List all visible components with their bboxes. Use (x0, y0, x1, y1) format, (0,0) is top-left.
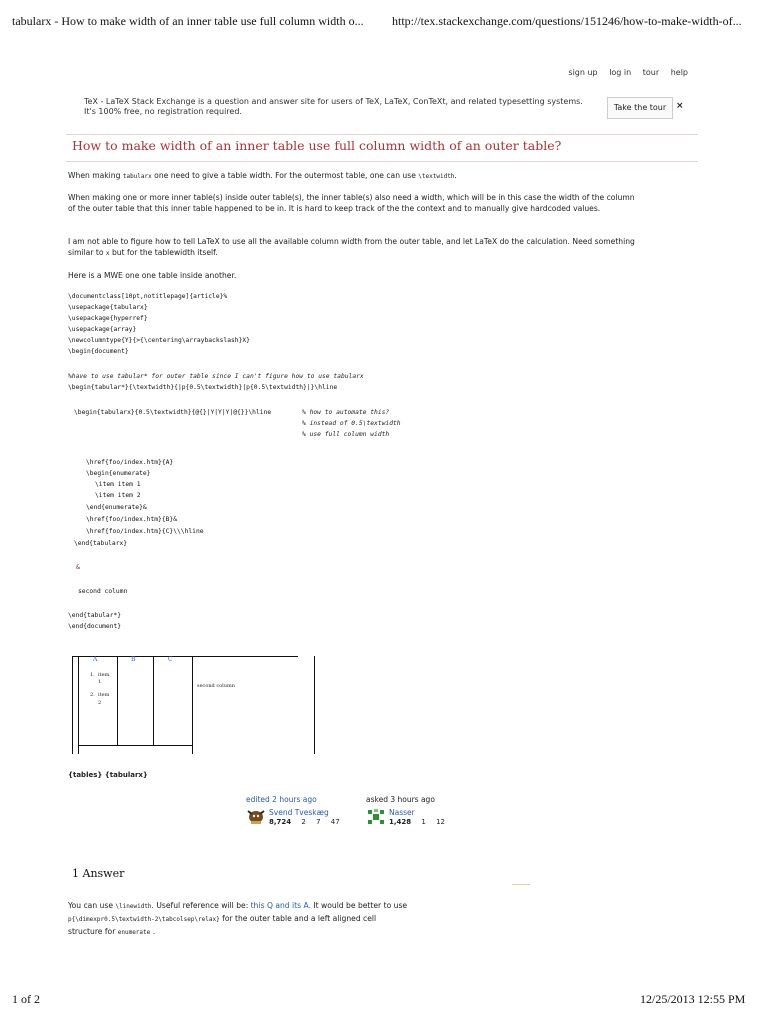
code-line: \usepackage{tabularx} (68, 304, 148, 311)
answer-paragraph-3 (68, 926, 638, 938)
question-tags[interactable]: {tables} {tabularx} (68, 771, 148, 779)
code-line: \begin{enumerate} (86, 470, 151, 477)
answers-divider (512, 884, 530, 885)
figure-item-number: 2. (90, 692, 95, 698)
p1-code-tabularx: tabularx (122, 173, 152, 180)
code-line: & (76, 564, 80, 571)
code-comment-line: %have to use tabular* for outer table since I can't figure how to use tabularx (68, 373, 364, 380)
a2-code-dimexpr: p{\dimexpr0.5\textwidth-2\tabcolsep\relax} (68, 916, 220, 923)
figure-rule (72, 656, 73, 754)
code-line: \end{tabular*} (68, 612, 122, 619)
figure-item-text: 2 (98, 700, 102, 706)
print-header-url: http://tex.stackexchange.com/questions/151246/how-to-make-width-of... (392, 14, 742, 28)
code-line: \end{enumerate}& (86, 504, 147, 511)
p1-text-c: . (454, 171, 457, 180)
p3-text-a: I am not able to figure how to tell LaTeX to use all the available column width from the outer table, and let LaTeX do the calculation. Need something similar to (68, 237, 635, 257)
figure-second-column: second column (197, 683, 235, 689)
code-line: \documentclass[10pt,notitlepage]{article}% (68, 293, 228, 300)
figure-rule (117, 656, 118, 746)
question-paragraph-3 (68, 236, 638, 259)
print-header-title: tabularx - How to make width of an inner table use full column width o... (12, 14, 364, 28)
top-links (559, 68, 688, 77)
asker-name[interactable]: Nasser (389, 808, 415, 817)
code-line: \end{tabularx} (74, 540, 128, 547)
asked-time: asked 3 hours ago (366, 795, 435, 804)
a1-text-c: It would be better to use (313, 901, 408, 910)
help-link[interactable]: help (670, 68, 688, 77)
asker-silver-badges: 1 (421, 818, 426, 826)
code-line: \item item 2 (95, 492, 141, 499)
code-line: \href{foo/index.htm}{C}\\\hline (86, 528, 204, 535)
code-line: second column (78, 588, 128, 595)
edited-time[interactable]: edited 2 hours ago (246, 795, 317, 804)
a2-text-a: for the outer table and a left aligned cell (222, 914, 377, 923)
figure-item-text: item (98, 692, 110, 698)
editor-gold-badges: 2 (301, 818, 306, 826)
figure-item-text: 1 (98, 679, 102, 685)
print-footer-page: 1 of 2 (12, 992, 40, 1006)
print-footer-datetime: 12/25/2013 12:55 PM (640, 992, 746, 1006)
asker-avatar[interactable] (366, 808, 386, 826)
editor-rep: 8,724 (269, 818, 292, 826)
code-line: \begin{tabular*}{\textwidth}{|p{0.5\textwidth}|p{0.5\textwidth}|}\hline (68, 384, 338, 391)
editor-silver-badges: 7 (316, 818, 321, 826)
code-line: \usepackage{hyperref} (68, 315, 148, 322)
close-icon[interactable]: × (676, 101, 684, 111)
take-the-tour-button[interactable]: Take the tour (607, 97, 673, 119)
figure-rule (314, 656, 315, 754)
code-line: \begin{tabularx}{0.5\textwidth}{@{}|Y|Y|Y|@{}}\hline (74, 409, 272, 416)
asker-bronze-badges: 12 (436, 818, 446, 826)
p3-code-x: x (105, 250, 110, 257)
tour-link[interactable]: tour (642, 68, 660, 77)
editor-bronze-badges: 47 (330, 818, 340, 826)
figure-rule (78, 656, 79, 754)
figure-item-number: 1. (90, 672, 95, 678)
a3-code-enumerate: enumerate (117, 929, 151, 936)
question-paragraph-1 (68, 170, 638, 182)
code-comment-line: % use full column width (302, 431, 390, 438)
answer-paragraph-2 (68, 913, 638, 925)
p1-text-b: one need to give a table width. For the outermost table, one can use (154, 171, 416, 180)
answer-paragraph-1 (68, 900, 638, 912)
figure-rule (192, 656, 193, 754)
question-paragraph-2: When making one or more inner table(s) inside outer table(s), the inner table(s) also need a width, which will be in this case the width of the column of the outer table that this inner table happened to be in. It is hard to keep track of the the context and to manually give hardcoded values. (68, 193, 635, 213)
a1-text-b: . Useful reference will be: (151, 901, 249, 910)
figure-head-c: C (168, 656, 173, 663)
code-line: \usepackage{array} (68, 326, 137, 333)
sign-up-link[interactable]: sign up (568, 68, 598, 77)
code-line: \href{foo/index.htm}{A} (86, 459, 174, 466)
a1-code-linewidth: \linewidth (115, 903, 152, 910)
code-comment-line: % instead of 0.5\textwidth (302, 420, 401, 427)
asker-rep: 1,428 (389, 818, 412, 826)
editor-name[interactable]: Svend Tveskæg (269, 808, 329, 817)
code-line: \end{document} (68, 623, 122, 630)
question-title[interactable]: How to make width of an inner table use full column width of an outer table? (72, 138, 562, 153)
p1-text-a: When making (68, 171, 121, 180)
code-line: \href{foo/index.htm}{B}& (86, 516, 177, 523)
a1-text-a: You can use (68, 901, 113, 910)
figure-item-text: item (98, 672, 110, 678)
rendered-table-figure (70, 656, 320, 756)
p3-text-b: but for the tablewidth itself. (111, 248, 218, 257)
reference-link[interactable]: this Q and its A. (250, 901, 311, 910)
figure-head-b: B (131, 656, 136, 663)
code-line: \item item 1 (95, 481, 141, 488)
p1-code-textwidth: \textwidth (418, 173, 455, 180)
code-line: \newcolumntype{Y}{>{\centering\arraybackslash}X} (68, 337, 250, 344)
figure-rule (78, 745, 193, 746)
figure-head-a: A (93, 656, 98, 663)
code-comment-line: % how to automate this? (302, 409, 390, 416)
log-in-link[interactable]: log in (609, 68, 632, 77)
editor-avatar[interactable] (246, 808, 266, 826)
figure-rule (72, 656, 298, 657)
a3-text-b: . (152, 927, 156, 936)
answers-heading: 1 Answer (72, 867, 125, 880)
code-line: \begin{document} (68, 348, 129, 355)
site-banner-text: TeX - LaTeX Stack Exchange is a question and answer site for users of TeX, LaTeX, ConTeXt, and related typesetting systems. It's 100% free, no registration required. (84, 97, 583, 116)
editor-reputation (269, 818, 340, 826)
a3-text-a: structure for (68, 927, 116, 936)
question-paragraph-4: Here is a MWE one one table inside another. (68, 271, 237, 280)
figure-rule (153, 656, 154, 746)
asker-reputation (389, 818, 445, 826)
